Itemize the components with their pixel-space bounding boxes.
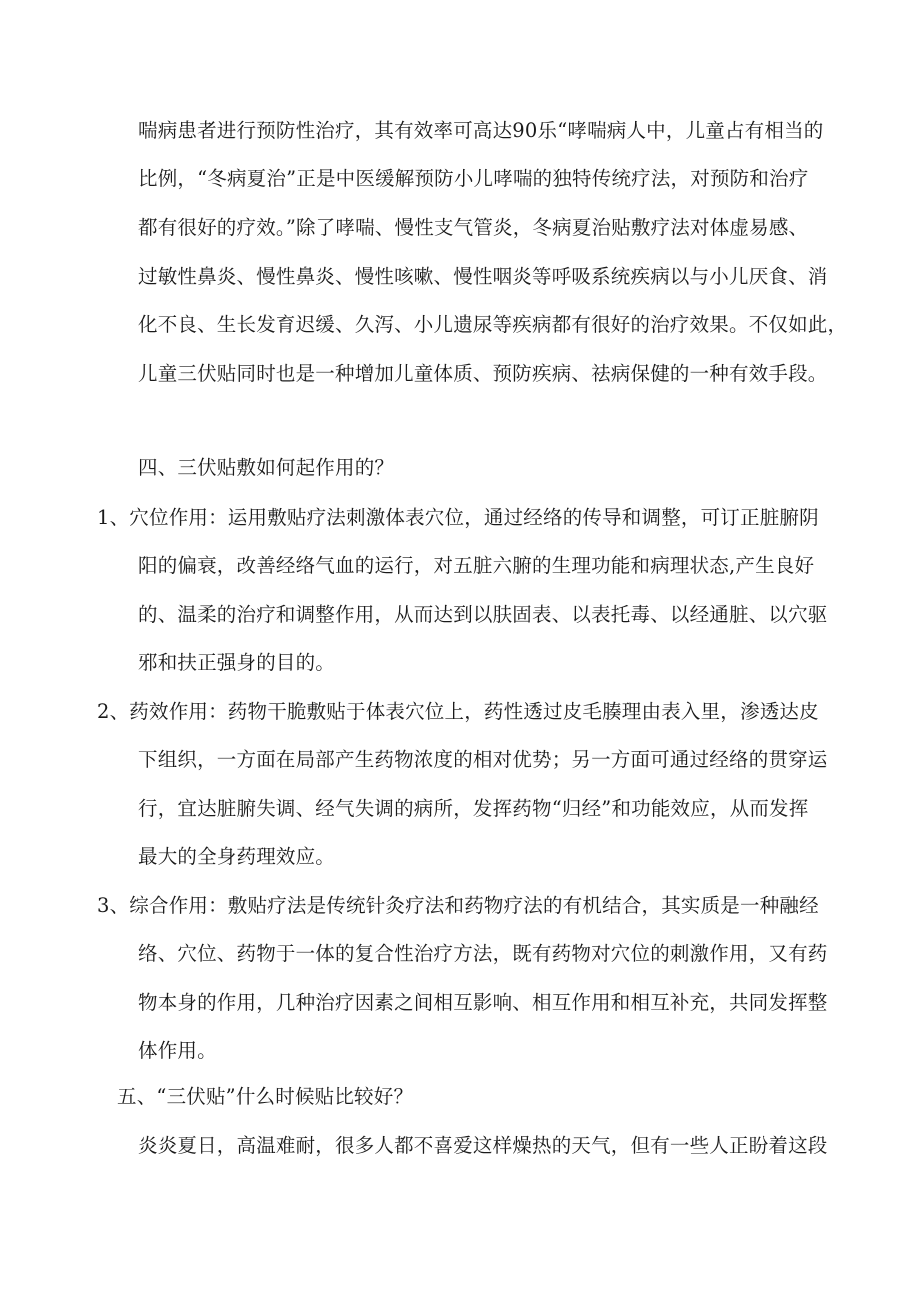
section-heading-5: 五、“三伏贴”什么时候贴比较好？ — [117, 1085, 414, 1108]
paragraph-line: 过敏性鼻炎、慢性鼻炎、慢性咳嗽、慢性咽炎等呼吸系统疾病以与小儿厌食、消 — [138, 265, 828, 288]
list-item-3-line: 物本身的作用，几种治疗因素之间相互影响、相互作用和相互补充，共同发挥整 — [138, 991, 828, 1014]
list-item-2-line: 下组织，一方面在局部产生药物浓度的相对优势；另一方面可通过经络的贯穿运 — [138, 748, 828, 771]
list-item-1-line: 邪和扶正强身的目的。 — [138, 651, 336, 674]
list-item-1-line: 阳的偏衰，改善经络气血的运行，对五脏六腑的生理功能和病理状态,产生良好 — [138, 554, 815, 577]
list-item-3-line: 3、综合作用：敷贴疗法是传统针灸疗法和药物疗法的有机结合，其实质是一种融经 — [97, 894, 819, 917]
list-item-1-line: 1、穴位作用：运用敷贴疗法刺激体表穴位，通过经络的传导和调整，可订正脏腑阴 — [97, 506, 819, 529]
paragraph-line: 都有很好的疗效。”除了哮喘、慢性支气管炎，冬病夏治贴敷疗法对体虚易感、 — [138, 216, 809, 239]
paragraph-line: 喘病患者进行预防性治疗，其有效率可高达90乐“哮喘病人中，儿童占有相当的 — [138, 119, 824, 142]
list-item-1-line: 的、温柔的治疗和调整作用，从而达到以肤固表、以表托毒、以经通脏、以穴驱 — [138, 603, 828, 626]
list-item-2-line: 2、药效作用：药物干脆敷贴于体表穴位上，药性透过皮毛腠理由表入里，渗透达皮 — [97, 700, 819, 723]
paragraph-line: 化不良、生长发育迟缓、久泻、小儿遗尿等疾病都有很好的治疗效果。不仅如此， — [138, 313, 848, 336]
list-item-3-line: 体作用。 — [138, 1039, 217, 1062]
list-item-3-line: 络、穴位、药物于一体的复合性治疗方法，既有药物对穴位的刺激作用，又有药 — [138, 942, 828, 965]
list-item-2-line: 最大的全身药理效应。 — [138, 845, 336, 868]
paragraph-line: 比例，“冬病夏治”正是中医缓解预防小儿哮喘的独特传统疗法，对预防和治疗 — [138, 167, 809, 190]
paragraph-line: 炎炎夏日，高温难耐，很多人都不喜爱这样燥热的天气，但有一些人正盼着这段 — [138, 1134, 828, 1157]
list-item-2-line: 行，宜达脏腑失调、经气失调的病所，发挥药物“归经”和功能效应，从而发挥 — [138, 797, 809, 820]
section-heading-4: 四、三伏贴敷如何起作用的？ — [138, 456, 395, 479]
paragraph-line: 儿童三伏贴同时也是一种增加儿童体质、预防疾病、祛病保健的一种有效手段。 — [138, 362, 828, 385]
